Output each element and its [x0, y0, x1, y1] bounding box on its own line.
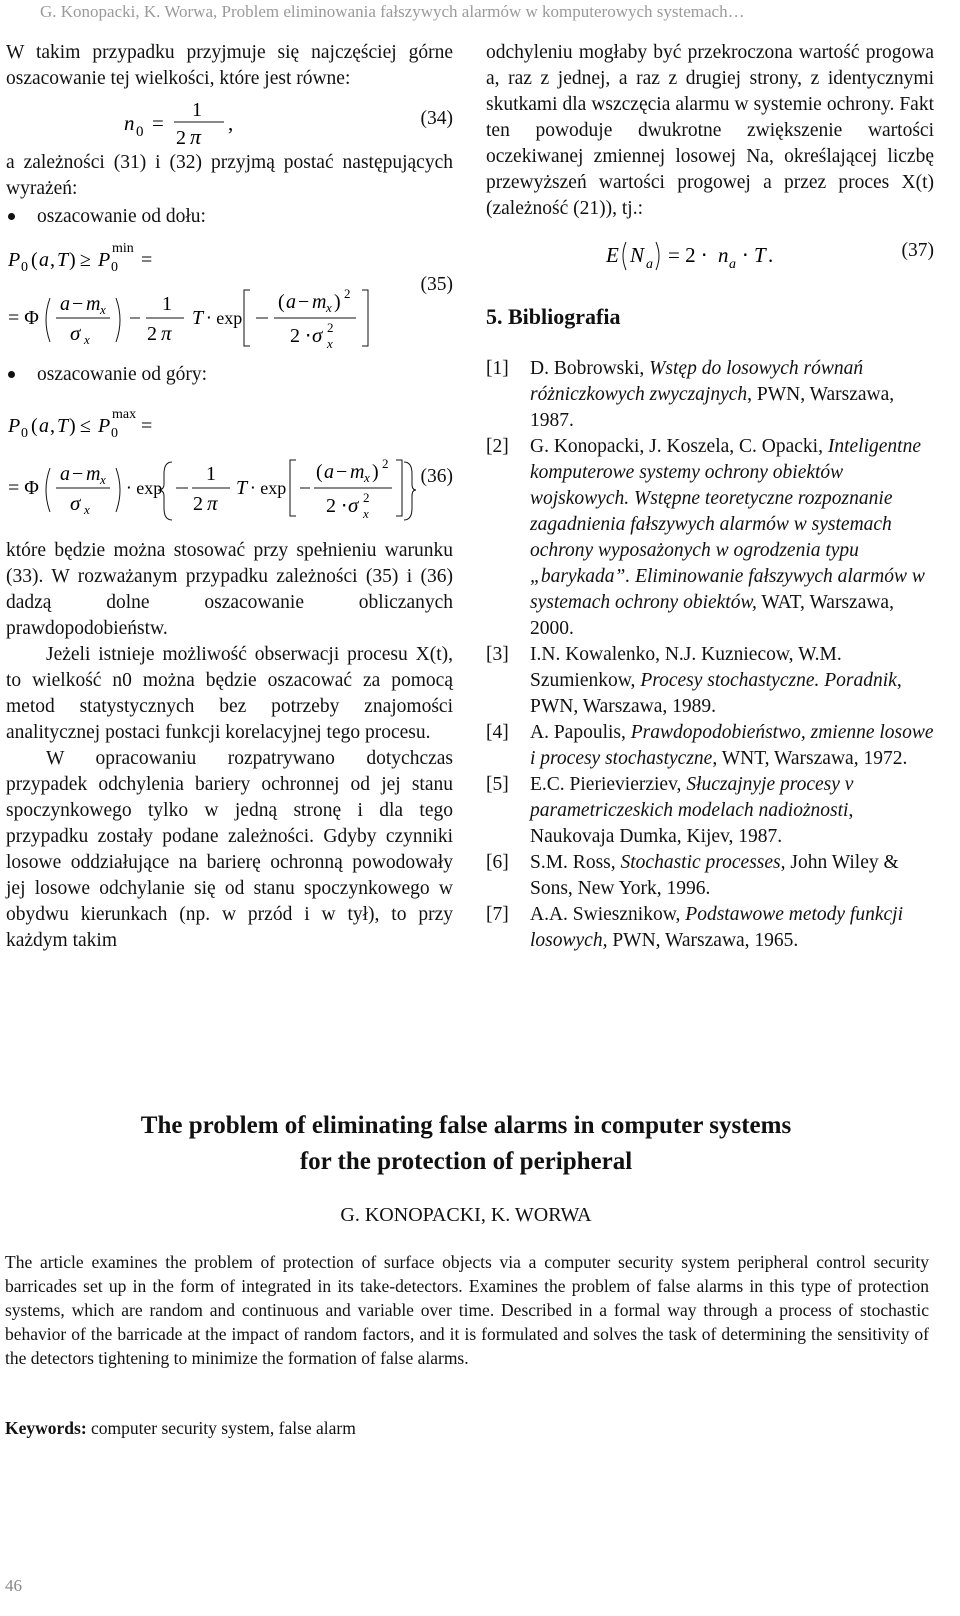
reference-publisher: , Naukovaja Dumka, Kijev, 1987.: [530, 800, 854, 847]
reference-title: Procesy stochastyczne. Poradnik: [640, 670, 897, 691]
svg-text:P: P: [8, 249, 21, 271]
svg-text:2: 2: [193, 493, 203, 515]
title-line: The problem of eliminating false alarms in computer systems: [140, 1112, 792, 1139]
svg-text:P: P: [8, 415, 21, 437]
svg-text:(: (: [316, 461, 323, 483]
svg-text:m: m: [86, 293, 101, 315]
svg-text:(: (: [31, 415, 38, 437]
svg-text:2: 2: [176, 127, 186, 149]
reference-publisher: , PWN, Warszawa, 1987.: [530, 384, 895, 431]
svg-text:T: T: [57, 249, 69, 271]
svg-text:N: N: [630, 243, 645, 267]
reference-item: [486, 902, 934, 954]
reference-number: [1]: [486, 358, 509, 379]
reference-text: [530, 772, 934, 850]
reference-publisher: , PWN, Warszawa, 1989.: [530, 670, 902, 717]
running-header: G. Konopacki, K. Worwa, Problem eliminowania fałszywych alarmów w komputerowych systemach…: [40, 2, 745, 21]
reference-list: [486, 356, 934, 954]
svg-text:⋅ exp: ⋅ exp: [206, 308, 243, 328]
reference-number: [3]: [486, 644, 509, 665]
svg-text:.: .: [768, 243, 774, 267]
svg-text:m: m: [86, 463, 101, 485]
reference-title: Słuczajnyje procesy v parametriczeskich modelach nadiożnosti: [530, 774, 854, 821]
svg-text:−: −: [336, 461, 348, 483]
section-heading: 5. Bibliografia: [486, 304, 621, 329]
svg-text:2: 2: [382, 456, 389, 471]
svg-text:⋅: ⋅: [742, 243, 749, 267]
reference-authors: A. Papoulis,: [530, 722, 631, 743]
equation-number: (35): [420, 274, 453, 295]
svg-text:a: a: [729, 257, 736, 272]
svg-text:n: n: [124, 111, 135, 135]
svg-text:): ): [69, 249, 76, 271]
svg-text:0: 0: [111, 426, 118, 441]
bullet-text: oszacowanie od góry:: [37, 364, 208, 385]
page-number: 46: [5, 1576, 22, 1595]
svg-text:a: a: [39, 415, 49, 437]
svg-text:σ: σ: [70, 491, 81, 515]
svg-text:x: x: [364, 470, 370, 485]
svg-text:max: max: [112, 407, 137, 422]
paragraph: które będzie można stosować przy spełnieniu warunku (33). W rozważanym przypadku zależności (35) i (36) dadzą dolne oszacowanie obliczanych prawdopodobieństw.: [6, 540, 453, 639]
svg-text:2 ⋅: 2 ⋅: [290, 325, 312, 347]
reference-item: [486, 850, 934, 902]
paragraph: Jeżeli istnieje możliwość obserwacji procesu X(t), to wielkość n0 można będzie oszacować za pomocą metod statystycznych bez potrzeby znajomości analitycznej postaci funkcji korelacyjnej tego procesu.: [6, 644, 453, 743]
svg-text:0: 0: [21, 426, 28, 441]
svg-text:≥: ≥: [80, 249, 91, 271]
svg-text:): ): [69, 415, 76, 437]
svg-text:0: 0: [21, 260, 28, 275]
reference-publisher: , WNT, Warszawa, 1972.: [712, 748, 908, 769]
reference-number: [2]: [486, 436, 509, 457]
english-authors: G. KONOPACKI, K. WORWA: [340, 1204, 592, 1226]
svg-text:⋅ exp: ⋅ exp: [250, 478, 287, 498]
keywords-text: computer security system, false alarm: [86, 1418, 356, 1438]
svg-text:σ: σ: [348, 493, 359, 517]
svg-text:m: m: [350, 461, 365, 483]
right-column: [486, 40, 934, 954]
reference-item: [486, 642, 934, 720]
equation-36-math: [6, 394, 416, 534]
svg-text:P: P: [98, 415, 111, 437]
svg-text:0: 0: [111, 260, 118, 275]
svg-text:n: n: [718, 243, 729, 267]
svg-text:x: x: [100, 472, 106, 487]
bullet-item: [8, 204, 453, 230]
svg-text:E: E: [606, 243, 619, 267]
reference-item: [486, 772, 934, 850]
reference-authors: S.M. Ross,: [530, 852, 621, 873]
svg-text:0: 0: [136, 124, 144, 140]
svg-text:σ: σ: [312, 323, 323, 347]
reference-number: [7]: [486, 904, 509, 925]
svg-text:(: (: [31, 249, 38, 271]
equation-37-math: [602, 230, 902, 280]
svg-text:= Φ: = Φ: [8, 477, 39, 499]
svg-text:(: (: [278, 291, 285, 313]
svg-text:P: P: [98, 249, 111, 271]
reference-authors: E.C. Pierievierziev,: [530, 774, 687, 795]
svg-text:): ): [372, 461, 379, 483]
equation-37: [486, 222, 934, 282]
svg-text:2: 2: [147, 323, 157, 345]
equation-34: [6, 92, 453, 150]
svg-text:−: −: [72, 293, 84, 315]
reference-number: [4]: [486, 722, 509, 743]
svg-text:m: m: [312, 291, 327, 313]
reference-title: Wstęp do losowych równań różniczkowych zwyczajnych: [530, 358, 864, 405]
svg-text:T: T: [754, 243, 766, 267]
equation-number: (34): [420, 108, 453, 129]
svg-text:2: 2: [344, 286, 351, 301]
svg-text:x: x: [84, 502, 90, 517]
reference-number: [6]: [486, 852, 509, 873]
reference-text: [530, 902, 934, 954]
svg-text:T: T: [236, 477, 248, 499]
reference-text: [530, 720, 934, 772]
reference-publisher: PWN, Warszawa, 1965.: [607, 930, 799, 951]
svg-text:= Φ: = Φ: [8, 307, 39, 329]
svg-text:−: −: [72, 463, 84, 485]
svg-text:2: 2: [363, 490, 370, 505]
svg-text:a: a: [286, 291, 296, 313]
reference-title: Inteligentne komputerowe systemy ochrony obiektów wojskowych. Wstępne teoretyczne rozpoznanie zagadnienia fałszywych alarmów w systemach ochrony wyposażonych w ogrodzenia typu „barykada”. Eliminowanie fałszywych alarmów w systemach ochrony obiektów,: [530, 436, 925, 613]
svg-text:x: x: [84, 332, 90, 347]
paragraph: odchyleniu mogłaby być przekroczona wartość progowa a, raz z jednej, a raz z drugiej strony, z identycznymi skutkami dla wszczęcia alarmu w systemie ochrony. Fakt ten powoduje dwukrotne zwiększenie wartości oczekiwanej zmiennej losowej Na, określającej liczbę przewyższeń wartości progowej a przez proces X(t) (zależność (21)), tj.:: [486, 42, 934, 219]
equation-number: (37): [901, 240, 934, 261]
equation-34-math: [116, 92, 446, 150]
left-column: [6, 40, 453, 954]
svg-text:−: −: [298, 291, 310, 313]
bullet-icon: [8, 213, 15, 220]
svg-text:= 2 ⋅: = 2 ⋅: [668, 243, 708, 267]
svg-text:1: 1: [206, 463, 216, 485]
svg-text:T: T: [57, 415, 69, 437]
reference-title: Prawdopodobieństwo, zmienne losowe i procesy stochastyczne: [530, 722, 934, 769]
svg-text:a: a: [646, 257, 653, 272]
reference-item: [486, 434, 934, 642]
reference-authors: D. Bobrowski,: [530, 358, 650, 379]
reference-publisher: , John Wiley & Sons, New York, 1996.: [530, 852, 899, 899]
paragraph: W opracowaniu rozpatrywano dotychczas przypadek odchylenia bariery ochronnej od jej stanu spoczynkowego tylko w jedną stronę i dla tego przypadku zostały podane zależności. Gdyby czynniki losowe oddziałujące na barierę ochronną powodowały jej losowe odchylanie się od stanu spoczynkowego w obydwu kierunkach (np. w przód i w tył), to przy każdym takim: [6, 748, 453, 951]
svg-text:2 ⋅: 2 ⋅: [326, 495, 348, 517]
svg-text:a: a: [60, 463, 70, 485]
svg-text:x: x: [363, 506, 369, 521]
reference-publisher: WAT, Warszawa, 2000.: [530, 592, 894, 639]
english-title: [0, 1108, 932, 1180]
keywords-label: Keywords:: [5, 1418, 87, 1438]
svg-text:=: =: [141, 249, 153, 271]
svg-text:T: T: [192, 307, 204, 329]
bullet-icon: [8, 371, 15, 378]
svg-text:a: a: [39, 249, 49, 271]
reference-text: [530, 642, 934, 720]
svg-text:a: a: [60, 293, 70, 315]
reference-authors: I.N. Kowalenko, N.J. Kuzniecow, W.M. Szumienkow,: [530, 644, 842, 691]
reference-authors: G. Konopacki, J. Koszela, C. Opacki,: [530, 436, 828, 457]
svg-text:a: a: [324, 461, 334, 483]
reference-title: Stochastic processes: [620, 852, 781, 873]
svg-text:x: x: [326, 300, 332, 315]
svg-text:π: π: [190, 124, 202, 149]
equation-36: [6, 394, 453, 534]
svg-text:): ): [334, 291, 341, 313]
equation-number: (36): [420, 466, 453, 487]
svg-text:σ: σ: [70, 321, 81, 345]
title-line: for the protection of peripheral: [299, 1148, 633, 1175]
svg-text:=: =: [152, 111, 164, 135]
bullet-item: [8, 362, 453, 388]
svg-text:≤: ≤: [80, 415, 91, 437]
svg-text:,: ,: [228, 111, 234, 135]
svg-text:x: x: [327, 336, 333, 351]
svg-text:x: x: [100, 302, 106, 317]
svg-text:⋅ exp: ⋅ exp: [126, 478, 163, 498]
svg-text:2: 2: [327, 320, 334, 335]
reference-text: [530, 434, 934, 642]
keywords: [5, 1418, 356, 1439]
bullet-text: oszacowanie od dołu:: [37, 206, 206, 227]
svg-text:=: =: [141, 415, 153, 437]
svg-text:π: π: [161, 321, 172, 345]
reference-text: [530, 356, 934, 434]
svg-text:,: ,: [50, 415, 55, 437]
reference-authors: A.A. Swiesznikow,: [530, 904, 686, 925]
equation-35: [6, 236, 453, 360]
english-abstract: The article examines the problem of protection of surface objects via a computer security system peripheral control security barricades set up in the form of integrated in its take-detectors. Examines the problem of false alarms in this type of protection systems, which are random and continuous and variable over time. Described in a formal way through a process of stochastic behavior of the barricade at the impact of random factors, and it is formulated and solves the task of determining the sensitivity of the detectors tightening to minimize the formation of false alarms.: [5, 1252, 929, 1368]
paragraph: a zależności (31) i (32) przyjmą postać następujących wyrażeń:: [6, 152, 453, 199]
svg-text:min: min: [112, 241, 134, 256]
svg-text:1: 1: [192, 99, 202, 121]
svg-text:π: π: [207, 491, 218, 515]
reference-title: Podstawowe metody funkcji losowych,: [530, 904, 903, 951]
reference-item: [486, 720, 934, 772]
reference-text: [530, 850, 934, 902]
equation-35-math: [6, 236, 406, 360]
paragraph: W takim przypadku przyjmuje się najczęściej górne oszacowanie tej wielkości, które jest równe:: [6, 42, 453, 89]
reference-number: [5]: [486, 774, 509, 795]
reference-item: [486, 356, 934, 434]
svg-text:,: ,: [50, 249, 55, 271]
svg-text:1: 1: [162, 293, 172, 315]
